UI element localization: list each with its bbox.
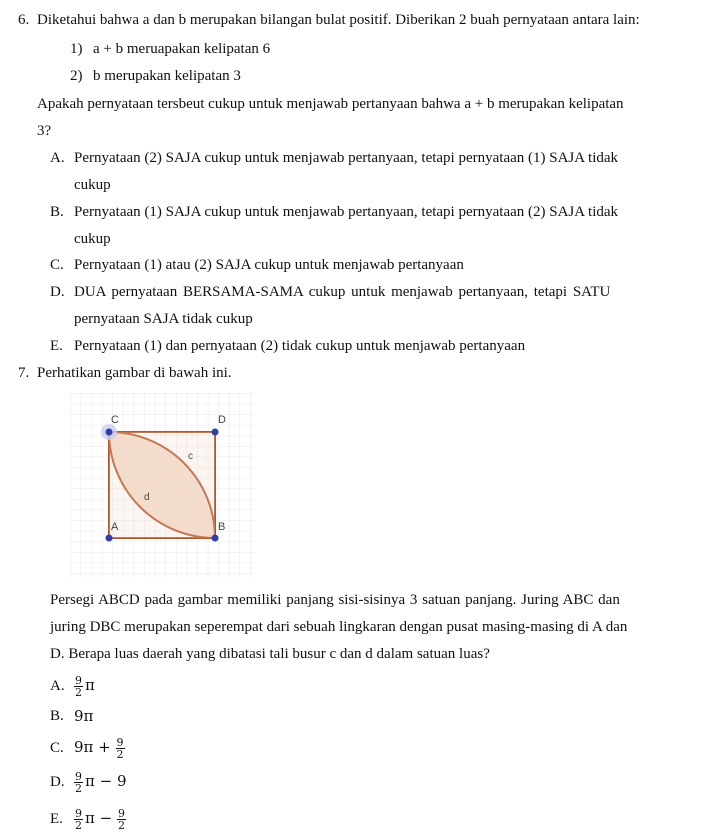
label-c-point: C <box>111 414 119 426</box>
q7-stem: Perhatikan gambar di bawah ini. <box>37 365 232 381</box>
q7-desc-line3: D. Berapa luas daerah yang dibatasi tali busur c dan d dalam satuan luas? <box>50 646 490 662</box>
square-fill <box>109 432 215 538</box>
label-arc-c: c <box>188 451 193 462</box>
fraction-2-denominator: 2 <box>117 818 125 832</box>
label-b-point: B <box>218 521 226 533</box>
fraction <box>74 771 83 794</box>
q7-option-d-letter: D. <box>50 774 65 790</box>
fraction-numerator: 9 <box>75 769 82 783</box>
point-a <box>106 535 113 542</box>
q7-option-a-answer <box>74 672 95 698</box>
q7-desc-line1: Persegi ABCD pada gambar memiliki panjang sisi-sisinya 3 satuan panjang. Juring ABC dan <box>50 592 620 608</box>
q7-option-d-answer <box>74 768 127 794</box>
q6-statement-1: a + b meruapakan kelipatan 6 <box>93 41 271 57</box>
q6-option-e-line1: Pernyataan (1) dan pernyataan (2) tidak cukup untuk menjawab pertanyaan <box>74 338 526 354</box>
fraction-2-numerator: 9 <box>117 806 125 820</box>
fraction <box>74 675 83 698</box>
label-a-point: A <box>111 521 119 533</box>
q6-stem: Diketahui bahwa a dan b merupakan bilangan bulat positif. Diberikan 2 buah pernyataan antara lain: <box>37 12 640 28</box>
q7-option-e-letter: E. <box>50 811 63 827</box>
q6-option-d-line2: pernyataan SAJA tidak cukup <box>74 311 253 327</box>
q7-option-b-answer: 9π <box>74 707 94 725</box>
geometry-figure <box>70 393 254 577</box>
fraction-denominator: 2 <box>75 781 82 795</box>
fraction-denominator: 2 <box>75 818 82 832</box>
fraction-numerator: 9 <box>75 673 82 687</box>
point-c <box>106 429 113 436</box>
answer-head: 9π + <box>74 738 116 756</box>
point-b <box>212 535 219 542</box>
q6-statement-1-num: 1) <box>70 41 83 57</box>
label-d-point: D <box>218 414 226 426</box>
q6-number: 6. <box>18 12 30 28</box>
q6-option-c-letter: C. <box>50 257 64 273</box>
fraction-2 <box>117 808 126 831</box>
fraction-numerator: 9 <box>116 735 124 749</box>
q6-statement-2-num: 2) <box>70 68 83 84</box>
q7-option-c-answer <box>74 734 127 760</box>
q6-option-e-letter: E. <box>50 338 63 354</box>
q6-question-line1: Apakah pernyataan tersbeut cukup untuk menjawab pertanyaan bahwa a + b merupakan kelipatan <box>37 96 624 112</box>
q7-option-b-letter: B. <box>50 708 64 724</box>
q7-option-e-answer <box>74 805 128 831</box>
fraction-denominator: 2 <box>116 747 124 761</box>
answer-tail: π − 9 <box>85 772 127 790</box>
q7-option-a-letter: A. <box>50 678 65 694</box>
q6-option-a-line2: cukup <box>74 177 111 193</box>
fraction <box>74 808 83 831</box>
q6-option-b-letter: B. <box>50 204 64 220</box>
point-d <box>212 429 219 436</box>
q6-question-line2: 3? <box>37 123 52 139</box>
q7-option-c-letter: C. <box>50 740 64 756</box>
q6-option-b-line1: Pernyataan (1) SAJA cukup untuk menjawab pertanyaan, tetapi pernyataan (2) SAJA tidak <box>74 204 619 220</box>
q6-option-a-line1: Pernyataan (2) SAJA cukup untuk menjawab pertanyaan, tetapi pernyataan (1) SAJA tidak <box>74 150 619 166</box>
q6-option-d-letter: D. <box>50 284 65 300</box>
label-arc-d: d <box>144 492 150 503</box>
fraction <box>116 737 125 760</box>
answer-tail: π <box>85 676 95 694</box>
q7-number: 7. <box>18 365 30 381</box>
q6-option-b-line2: cukup <box>74 231 111 247</box>
q6-option-a-letter: A. <box>50 150 65 166</box>
q6-option-d-line1: DUA pernyataan BERSAMA-SAMA cukup untuk menjawab pertanyaan, tetapi SATU <box>74 284 611 300</box>
answer-middle: π − <box>85 809 117 827</box>
fraction-numerator: 9 <box>75 806 82 820</box>
q6-statement-2: b merupakan kelipatan 3 <box>93 68 241 84</box>
fraction-denominator: 2 <box>75 685 82 699</box>
q6-option-c-line1: Pernyataan (1) atau (2) SAJA cukup untuk menjawab pertanyaan <box>74 257 464 273</box>
quarter-circles-figure <box>70 393 254 577</box>
q7-desc-line2: juring DBC merupakan seperempat dari sebuah lingkaran dengan pusat masing-masing di A dan <box>50 619 628 635</box>
